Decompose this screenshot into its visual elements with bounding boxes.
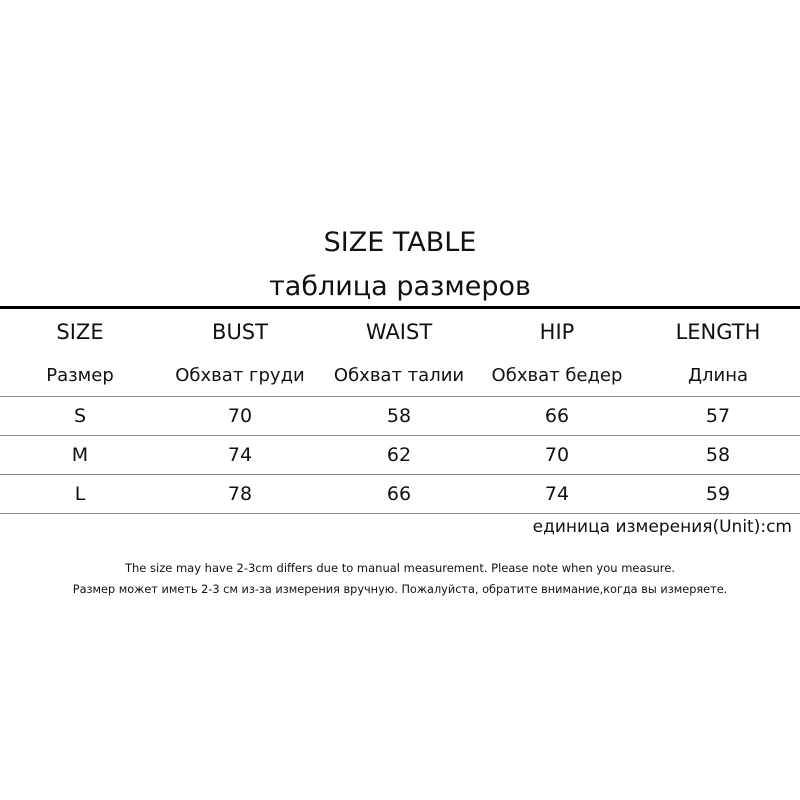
cell-size: S [73,405,87,427]
header-length-ru: Длина [687,365,749,386]
cell-waist: 62 [386,444,412,466]
cell-bust: 74 [227,444,253,466]
measurement-note-english: The size may have 2-3cm differs due to manual measurement. Please note when you measure. [124,561,676,575]
table-title-russian: таблица размеров [269,271,531,302]
header-waist-ru: Обхват талии [333,365,465,386]
cell-length: 59 [705,483,731,505]
header-length: LENGTH [675,320,761,344]
header-size-ru: Размер [46,365,114,386]
cell-size: L [74,483,86,505]
cell-bust: 78 [227,483,253,505]
cell-waist: 58 [386,405,412,427]
cell-hip: 70 [544,444,570,466]
header-bust: BUST [212,320,268,344]
header-bust-ru: Обхват груди [175,365,305,386]
header-waist: WAIST [365,320,433,344]
table-row-s [0,397,800,435]
cell-bust: 70 [227,405,253,427]
table-title-english: SIZE TABLE [323,227,477,258]
table-row-l [0,475,800,513]
cell-hip: 74 [544,483,570,505]
cell-waist: 66 [386,483,412,505]
cell-hip: 66 [544,405,570,427]
header-hip: HIP [539,320,575,344]
measurement-note-russian: Размер может иметь 2-3 см из-за измерения вручную. Пожалуйста, обратите внимание,когда вы измеряете. [72,583,728,596]
unit-note: единица измерения(Unit):cm [532,517,792,537]
cell-length: 58 [705,444,731,466]
table-row-m [0,436,800,474]
header-hip-ru: Обхват бедер [491,365,623,386]
header-row-english [0,309,800,355]
cell-length: 57 [705,405,731,427]
header-row-russian [0,355,800,396]
cell-size: M [71,444,89,466]
header-size: SIZE [56,320,104,344]
size-table [0,306,800,514]
